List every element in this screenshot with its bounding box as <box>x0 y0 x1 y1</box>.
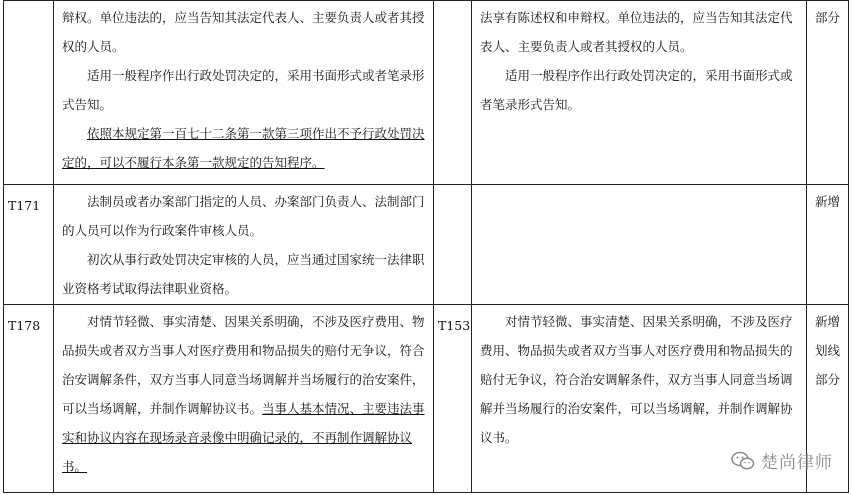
paragraph: 辩权。单位违法的，应当告知其法定代表人、主要负责人或者其授权的人员。 <box>62 10 425 54</box>
left-text-cell <box>54 305 434 493</box>
paragraph: 适用一般程序作出行政处罚决定的，采用书面形式或者笔录形式告知。 <box>480 68 793 112</box>
left-id-cell: T171 <box>4 185 54 305</box>
left-id-cell <box>4 1 54 185</box>
comparison-table <box>3 0 849 493</box>
note-cell: 新增 划线 部分 <box>807 305 849 493</box>
table-row <box>4 185 849 305</box>
right-id-cell: T153 <box>434 305 472 493</box>
right-text-cell <box>472 185 807 305</box>
left-id-cell: T178 <box>4 305 54 493</box>
left-text-cell <box>54 185 434 305</box>
left-text-cell <box>54 1 434 185</box>
wechat-icon <box>731 451 755 471</box>
paragraph-text: 对情节轻微、事实清楚、因果关系明确，不涉及医疗费用、物品损失或者双方当事人对医疗费用和物品损失的赔付无争议，符合治安调解条件，双方当事人同意当场调解并当场履行的治安案件，可以当场调解，并制作调解协议书。 <box>62 314 425 416</box>
watermark-text: 楚尚律师 <box>761 453 833 473</box>
table-row <box>4 1 849 185</box>
right-text-cell <box>472 1 807 185</box>
note-cell: 新增 <box>807 185 849 305</box>
paragraph: 适用一般程序作出行政处罚决定的，采用书面形式或者笔录形式告知。 <box>62 68 425 112</box>
paragraph-underlined: 依照本规定第一百七十二条第一款第三项作出不予行政处罚决定的，可以不履行本条第一款规定的告知程序。 <box>62 126 425 170</box>
paragraph: 初次从事行政处罚决定审核的人员，应当通过国家统一法律职业资格考试取得法律职业资格。 <box>62 252 425 296</box>
table-row <box>4 305 849 493</box>
note-cell: 部分 <box>807 1 849 185</box>
right-id-cell <box>434 1 472 185</box>
watermark <box>731 448 833 473</box>
right-id-cell <box>434 185 472 305</box>
paragraph-underlined-tail: 当事人基本情况、主要违法事实和协议内容在现场录音录像中明确记录的，不再制作调解协议书。 <box>62 401 425 474</box>
paragraph <box>62 307 425 481</box>
paragraph: 对情节轻微、事实清楚、因果关系明确，不涉及医疗费用、物品损失或者双方当事人对医疗费用和物品损失的赔付无争议，符合治安调解条件，双方当事人同意当场调解并当场履行的治安案件，可以当场调解，并制作调解协议书。 <box>480 314 793 445</box>
paragraph: 法制员或者办案部门指定的人员、办案部门负责人、法制部门的人员可以作为行政案件审核人员。 <box>62 194 425 238</box>
paragraph: 法享有陈述权和申辩权。单位违法的，应当告知其法定代表人、主要负责人或者其授权的人员。 <box>480 10 793 54</box>
